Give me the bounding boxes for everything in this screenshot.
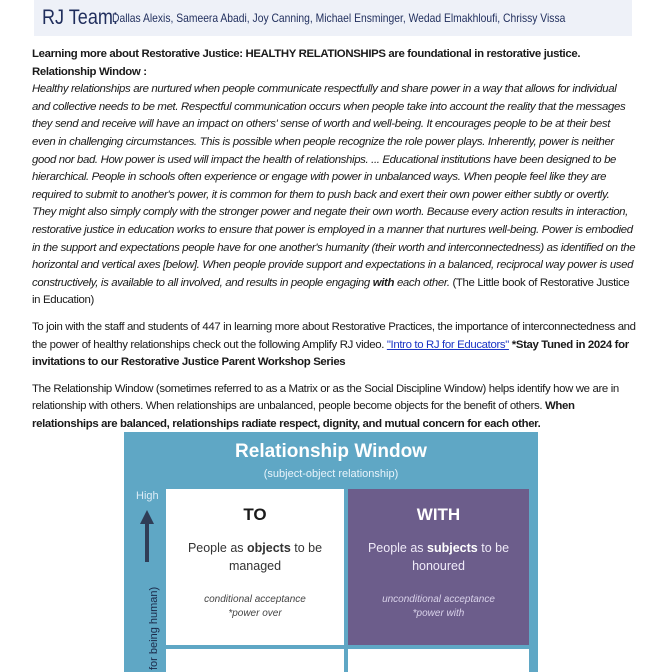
relationship-window-figure [124,432,538,672]
team-members: Dallas Alexis, Sameera Abadi, Joy Canning, Michael Ensminger, Wedad Elmakhloufi, Chrissy Vissa [112,11,566,25]
window-paragraph [32,381,636,434]
intro-body-end: each other. [394,276,450,289]
quadrant-to-description: People as objects to be managed [187,541,323,573]
join-bold: *Stay Tuned in 2024 for invitations to our Restorative Justice Parent Workshop Series [32,338,629,369]
intro-body: Healthy relationships are nurtured when people communicate respectfully and share power in a way that allows for individual and collective needs to be met. Respectful communication occurs when people take into account the reality that the messages they send and receive will have an impact on others' sense of worth and well-being. It encourages people to be at their best even in challenging circumstances. This is possible when people recognize the role power plays. Inherently, power is neither good nor bad. How power is used will impact the health of relationships. ... Educational institutions have been designed to be hierarchical. People in schools often experience or engage with power in unbalanced ways. When people feel like they are required to submit to another's power, it is common for them to push back and exert their own power either subtly or overtly. They might also simply comply with the stronger power and negate their own worth. Because every action results in interaction, restorative justice in education works to ensure that power is employed in a manner that nurtures well-being. Power is embodied in the support and expectations people have for one another's humanity (their worth and interconnectedness) as identified on the horizontal and vertical axes [below]. When people provide support and expectations in a balanced, reciprocal way power is used constructively, is available to all involved, and results in people engaging [32,83,636,289]
quadrant-to [166,489,344,645]
join-paragraph [32,319,636,372]
intro-paragraph [32,46,636,310]
team-title: RJ Team: [42,6,118,29]
quadrant-with-note: unconditional acceptance *power with [382,594,495,619]
quadrant-to-heading: TO [243,505,267,524]
quadrant-to-note: conditional acceptance *power over [204,594,306,619]
window-text: The Relationship Window (sometimes referred to as a Matrix or as the Social Discipline Window) helps identify how we are in relationship with others. When relationships are unbalanced, people become objects for the benefit of others. [32,382,619,413]
intro-lead: Learning more about Restorative Justice: HEALTHY RELATIONSHIPS are foundational in restorative justice. Relationship Window : [32,48,581,78]
newsletter-content [32,46,636,442]
intro-citation: (The Little book of Restorative Justice in Education) [32,276,630,307]
quadrant-bottom-left [166,649,344,672]
quadrant-bottom-right [348,649,529,672]
vertical-axis-label: for being human) [148,586,160,670]
figure-subtitle: (subject-object relationship) [263,468,399,480]
intro-body-bold: with [372,276,395,289]
window-bold: When relationships are balanced, relationships radiate respect, dignity, and mutual concern for each other. [32,400,575,430]
figure-title: Relationship Window [235,441,427,462]
team-header [34,0,632,36]
quadrant-with [348,489,529,645]
axis-high-label: High [136,490,159,502]
quadrant-with-description: People as subjects to be honoured [367,541,510,573]
intro-to-rj-video-link[interactable]: "Intro to RJ for Educators" [386,338,509,351]
join-text: To join with the staff and students of 447 in learning more about Restorative Practices, the importance of interconnectedness and the power of healthy relationships check out the following Amplify RJ video. [32,320,636,351]
quadrant-with-heading: WITH [416,505,461,524]
